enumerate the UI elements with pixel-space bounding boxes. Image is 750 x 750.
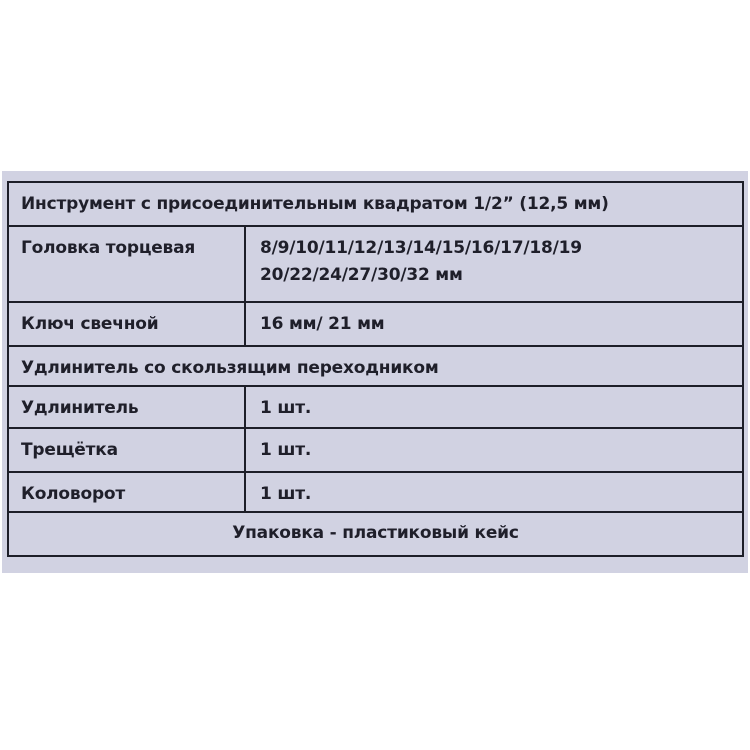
ratchet-label: Трещётка — [21, 440, 118, 460]
ratchet-value: 1 шт. — [260, 440, 312, 460]
value-cell — [245, 428, 743, 472]
spark-wrench-value: 16 мм/ 21 мм — [260, 314, 385, 334]
value-cell — [245, 226, 743, 302]
label-cell — [8, 472, 245, 512]
table-row — [8, 428, 743, 472]
spark-wrench-label: Ключ свечной — [21, 314, 159, 334]
socket-value — [246, 227, 742, 289]
table-row — [8, 472, 743, 512]
table-row — [8, 226, 743, 302]
spec-panel — [2, 171, 748, 573]
footer-text: Упаковка - пластиковый кейс — [232, 523, 519, 543]
label-cell — [8, 302, 245, 346]
brace-value: 1 шт. — [260, 484, 312, 504]
section-text: Удлинитель со скользящим переходником — [21, 358, 439, 378]
label-cell — [8, 226, 245, 302]
table-row — [8, 386, 743, 428]
value-cell — [245, 302, 743, 346]
section-cell — [8, 346, 743, 386]
brace-label: Коловорот — [21, 484, 126, 504]
table-row — [8, 302, 743, 346]
header-text: Инструмент с присоединительным квадратом 1/2” (12,5 мм) — [21, 194, 609, 214]
footer-cell — [8, 512, 743, 556]
header-cell — [8, 182, 743, 226]
extension-value: 1 шт. — [260, 398, 312, 418]
value-cell — [245, 472, 743, 512]
socket-value-line2: 20/22/24/27/30/32 мм — [260, 265, 463, 285]
value-cell — [245, 386, 743, 428]
label-cell — [8, 386, 245, 428]
table-row — [8, 182, 743, 226]
spec-table — [7, 181, 744, 557]
socket-label: Головка торцевая — [21, 238, 196, 258]
socket-value-line1: 8/9/10/11/12/13/14/15/16/17/18/19 — [260, 238, 582, 258]
table-row — [8, 512, 743, 556]
table-row — [8, 346, 743, 386]
extension-label: Удлинитель — [21, 398, 139, 418]
label-cell — [8, 428, 245, 472]
